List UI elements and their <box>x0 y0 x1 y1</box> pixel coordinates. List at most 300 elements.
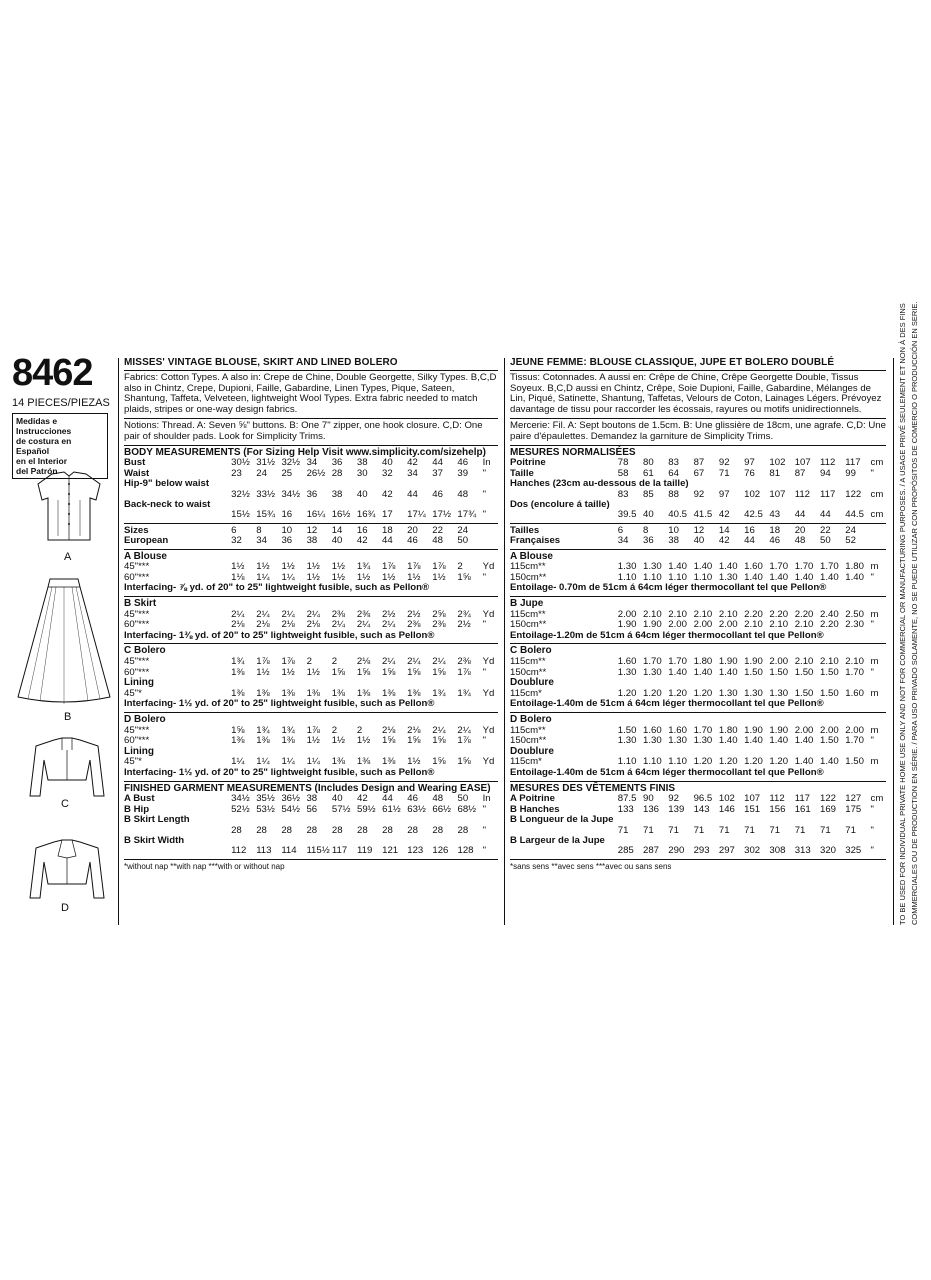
cell-value: 1.50 <box>819 735 839 747</box>
cell-value: 36 <box>306 488 318 500</box>
cell-value: 46 <box>432 488 443 500</box>
cell-value: 1½ <box>331 561 346 573</box>
cell-value: 34 <box>306 457 318 469</box>
cell-value: 1¼ <box>256 756 270 768</box>
row-label: 60"*** <box>124 571 150 583</box>
cell-value: 1.90 <box>617 619 637 631</box>
cell-value: 44 <box>794 509 806 521</box>
cell-value: 1.30 <box>617 735 637 747</box>
cell-value: 34 <box>256 535 267 547</box>
cell-value: 2¼ <box>382 656 396 668</box>
unit-label: Yd <box>482 724 495 736</box>
cell-value: 24 <box>845 524 856 536</box>
cell-value: 2⅜ <box>331 608 346 620</box>
cell-value: 1.60 <box>617 656 637 668</box>
unit-label: " <box>482 509 486 521</box>
unit-label: " <box>482 619 486 631</box>
cell-value: 2 <box>306 656 312 668</box>
cell-value: 1.20 <box>769 756 789 768</box>
cell-value: 1.40 <box>668 561 687 573</box>
cell-value: 1¾ <box>356 561 371 573</box>
cell-value: 28 <box>231 824 242 836</box>
section-rule <box>510 418 886 419</box>
cell-value: 87.5 <box>617 793 637 805</box>
cell-value: 1.80 <box>718 724 738 736</box>
body-measurements-title: BODY MEASUREMENTS (For Sizing Help Visit www.simplicity.com/sizehelp) <box>124 446 486 458</box>
french-column <box>510 358 886 873</box>
row-label: 115cm** <box>510 608 546 620</box>
unit-label: Yd <box>482 756 495 768</box>
cell-value: 161 <box>794 803 811 815</box>
cell-value: 1.40 <box>693 666 713 678</box>
cell-value: 293 <box>693 845 710 857</box>
unit-label: m <box>870 561 879 573</box>
unit-label: " <box>870 803 874 815</box>
cell-value: 56 <box>306 803 318 815</box>
row-label: 115cm** <box>510 561 546 573</box>
cell-value: 54½ <box>281 803 300 815</box>
cell-value: 50 <box>457 793 469 805</box>
cell-value: 2¾ <box>457 608 471 620</box>
table-row <box>124 510 498 520</box>
unit-label: " <box>482 666 486 678</box>
cell-value: 1⅝ <box>457 571 471 583</box>
cell-value: 1½ <box>231 561 245 573</box>
cell-value: 1¾ <box>231 656 245 668</box>
cell-value: 123 <box>407 845 424 857</box>
unit-label: " <box>482 735 486 747</box>
cell-value: 2 <box>331 724 338 736</box>
figure-label-b: B <box>64 711 72 723</box>
cell-value: 38 <box>331 488 343 500</box>
cell-value: 287 <box>643 845 660 857</box>
row-label: Taille <box>510 467 534 479</box>
cell-value: 42.5 <box>744 509 763 521</box>
cell-value: 112 <box>794 488 810 500</box>
unit-label: " <box>482 803 487 815</box>
cell-value: 2.10 <box>643 608 662 620</box>
cell-value: 71 <box>718 467 730 479</box>
column-divider <box>118 358 119 925</box>
cell-value: 1⅝ <box>432 735 446 747</box>
cell-value: 44 <box>407 488 418 500</box>
lining-title: Lining <box>124 677 154 689</box>
cell-value: 1.50 <box>769 666 789 678</box>
cell-value: 53½ <box>256 803 275 815</box>
cell-value: 18 <box>382 524 393 536</box>
cell-value: 1.70 <box>643 656 662 668</box>
side-legal-text: COMMERCIALES OU DE PRODUCTION EN SÉRIE. / PARA USO PRIVADO SOLAMENTE, NO SE PUEDE UTILIZAR CON PROPÓSITOS DE COMERCIO O PRODUCCIÓN EN SERIE. <box>910 301 919 925</box>
measure-table <box>124 726 498 747</box>
cell-value: 20 <box>407 524 418 536</box>
cell-value: 97 <box>744 457 755 469</box>
cell-value: 1½ <box>356 571 371 583</box>
cell-value: 2.00 <box>794 724 814 736</box>
cell-value: 2.10 <box>668 608 687 620</box>
cell-value: 143 <box>693 803 710 815</box>
unit-label: In <box>482 793 491 805</box>
unit-label: cm <box>870 488 884 500</box>
cell-value: 61 <box>643 467 654 479</box>
cell-value: 2.20 <box>794 608 814 620</box>
cell-value: 1⅝ <box>356 666 371 678</box>
cell-value: 1.70 <box>794 561 814 573</box>
garment-title: D Bolero <box>124 714 166 726</box>
cell-value: 1½ <box>281 561 295 573</box>
cell-value: 2¼ <box>281 608 295 620</box>
cell-value: 1¼ <box>281 756 295 768</box>
section-rule <box>510 781 886 782</box>
row-label: 115cm** <box>510 656 546 668</box>
cell-value: 44 <box>432 457 443 469</box>
fabrics-text: Tissus: Cotonnades. A aussi en: Crêpe de Chine, Crêpe Georgette Double, Tissus Soyeux. B,C,D aussi en Chintz, Crêpe, Soie Dupioni, Faille, Gabardine, Mélanges de Lin, Piqué, Satinette, Shantung, Taffetas, Velours de Coton, Lainages Légers. Prévoyez davantage de tissu pour raccorder les écossais, rayures ou motifs unidirectionnels. <box>510 371 882 416</box>
cell-value: 1.40 <box>845 571 864 583</box>
cell-value: 46 <box>457 457 469 469</box>
cell-value: 2 <box>356 724 363 736</box>
lining-title: Doublure <box>510 677 554 689</box>
cell-value: 1.90 <box>769 724 789 736</box>
figure-b-skirt <box>14 577 114 707</box>
section-rule <box>510 596 886 597</box>
unit-label: cm <box>870 509 884 521</box>
cell-value: 175 <box>845 803 862 815</box>
unit-label: Yd <box>482 561 495 573</box>
footnote: *sans sens **avec sens ***avec ou sans sens <box>510 861 672 871</box>
cell-value: 1.40 <box>819 571 839 583</box>
cell-value: 10 <box>668 524 679 536</box>
cell-value: 16 <box>744 524 755 536</box>
cell-value: 97 <box>718 488 730 500</box>
interfacing-text: Interfacing- ⅞ yd. of 20" to 25" lightweight fusible, such as Pellon® <box>124 582 430 594</box>
cell-value: 40 <box>356 488 368 500</box>
cell-value: 115½ <box>306 845 330 857</box>
cell-value: 2¼ <box>432 656 446 668</box>
garment-title: D Bolero <box>510 714 552 726</box>
cell-value: 1⅝ <box>407 666 421 678</box>
table-row <box>510 736 886 746</box>
cell-value: 1.50 <box>794 687 814 699</box>
cell-value: 1⅞ <box>407 561 421 573</box>
cell-value: 18 <box>769 524 781 536</box>
cell-value: 122 <box>819 793 836 805</box>
cell-value: 112 <box>231 845 247 857</box>
measure-table <box>510 536 886 546</box>
cell-value: 71 <box>744 824 755 836</box>
table-row <box>124 846 498 856</box>
cell-value: 1.70 <box>769 561 789 573</box>
cell-value: 313 <box>794 845 811 857</box>
cell-value: 1.40 <box>769 571 789 583</box>
cell-value: 1.30 <box>668 735 687 747</box>
section-rule <box>124 418 498 419</box>
cell-value: 128 <box>457 845 474 857</box>
cell-value: 1.50 <box>617 724 637 736</box>
table-row <box>510 536 886 546</box>
section-rule <box>124 445 498 446</box>
cell-value: 12 <box>693 524 705 536</box>
cell-value: 1¾ <box>457 687 471 699</box>
cell-value: 10 <box>281 524 293 536</box>
cell-value: 76 <box>744 467 755 479</box>
cell-value: 2¼ <box>256 608 270 620</box>
cell-value: 2⅜ <box>356 608 371 620</box>
cell-value: 122 <box>845 488 862 500</box>
unit-label: m <box>870 687 879 699</box>
figure-label-d: D <box>61 902 69 914</box>
cell-value: 32½ <box>281 457 301 469</box>
unit-label: " <box>482 488 486 500</box>
cell-value: 12 <box>306 524 318 536</box>
cell-value: 1.40 <box>769 735 789 747</box>
cell-value: 156 <box>769 803 786 815</box>
row-label: B Longueur de la Jupe <box>510 814 614 826</box>
cell-value: 1.20 <box>744 756 763 768</box>
section-rule <box>510 643 886 644</box>
cell-value: 325 <box>845 845 862 857</box>
cell-value: 42 <box>718 535 730 547</box>
row-label: 115cm* <box>510 756 542 768</box>
cell-value: 1⅝ <box>457 756 471 768</box>
cell-value: 146 <box>718 803 735 815</box>
cell-value: 1⅝ <box>407 735 421 747</box>
cell-value: 1.60 <box>845 687 864 699</box>
cell-value: 80 <box>643 457 654 469</box>
cell-value: 83 <box>617 488 629 500</box>
cell-value: 1⅜ <box>356 687 371 699</box>
cell-value: 17¾ <box>457 509 477 521</box>
cell-value: 42 <box>407 457 418 469</box>
cell-value: 1.70 <box>845 666 864 678</box>
cell-value: 44.5 <box>845 509 864 521</box>
cell-value: 113 <box>256 845 272 857</box>
cell-value: 22 <box>819 524 831 536</box>
cell-value: 38 <box>306 535 318 547</box>
cell-value: 24 <box>457 524 469 536</box>
cell-value: 35½ <box>256 793 275 805</box>
cell-value: 1⅜ <box>382 687 396 699</box>
cell-value: 8 <box>643 524 649 536</box>
cell-value: 1½ <box>432 571 446 583</box>
figure-label-a: A <box>64 551 72 563</box>
cell-value: 1.80 <box>693 656 713 668</box>
cell-value: 32 <box>382 467 393 479</box>
cell-value: 34 <box>407 467 418 479</box>
cell-value: 1.40 <box>718 561 738 573</box>
unit-label <box>483 536 498 546</box>
cell-value: 1½ <box>281 666 295 678</box>
interfacing-text: Interfacing- 1½ yd. of 20" to 25" lightweight fusible, such as Pellon® <box>124 766 435 778</box>
cell-value: 16 <box>281 509 293 521</box>
cell-value: 48 <box>457 488 469 500</box>
cell-value: 1.90 <box>718 656 738 668</box>
cell-value: 1⅜ <box>281 687 295 699</box>
cell-value: 1.20 <box>693 756 713 768</box>
cell-value: 46 <box>769 535 781 547</box>
unit-label: m <box>870 756 879 768</box>
cell-value: 285 <box>617 845 634 857</box>
cell-value: 14 <box>331 524 343 536</box>
cell-value: 1⅜ <box>331 687 346 699</box>
cell-value: 1.50 <box>819 687 839 699</box>
cell-value: 15¾ <box>256 509 275 521</box>
unit-label: " <box>870 619 874 631</box>
measure-table <box>510 794 886 856</box>
cell-value: 2.10 <box>845 656 864 668</box>
cell-value: 1.20 <box>617 687 637 699</box>
cell-value: 2 <box>331 656 338 668</box>
cell-value: 24 <box>256 467 267 479</box>
row-label: 60"*** <box>124 666 150 678</box>
cell-value: 2.10 <box>718 608 738 620</box>
table-row <box>124 668 498 678</box>
cell-value: 1.30 <box>744 687 763 699</box>
cell-value: 58 <box>617 467 629 479</box>
cell-value: 1.20 <box>693 687 713 699</box>
measure-table <box>124 610 498 631</box>
unit-label <box>871 536 886 546</box>
cell-value: 34 <box>617 535 629 547</box>
cell-value: 1.20 <box>718 756 738 768</box>
cell-value: 2.00 <box>718 619 738 631</box>
cell-value: 42 <box>357 793 368 805</box>
cell-value: 119 <box>357 845 373 857</box>
cell-value: 20 <box>794 524 806 536</box>
cell-value: 46 <box>407 535 418 547</box>
row-label: Tailles <box>510 524 540 536</box>
section-rule <box>510 523 886 524</box>
row-label: 45"* <box>124 687 142 699</box>
cell-value: 1½ <box>407 571 421 583</box>
cell-value: 1¼ <box>306 756 320 768</box>
cell-value: 1.90 <box>744 724 763 736</box>
cell-value: 40 <box>382 457 393 469</box>
cell-value: 28 <box>357 824 368 836</box>
cell-value: 1.30 <box>718 571 738 583</box>
cell-value: 16½ <box>331 509 351 521</box>
unit-label: " <box>870 735 874 747</box>
garment-title: A Blouse <box>510 550 553 562</box>
section-rule <box>124 712 498 713</box>
cell-value: 1⅜ <box>231 735 245 747</box>
cell-value: 1.30 <box>643 735 662 747</box>
row-label: 115cm** <box>510 724 546 736</box>
interfacing-text: Entoilage- 0.70m de 51cm á 64cm léger thermocollant tel que Pellon® <box>510 582 827 594</box>
cell-value: 1⅜ <box>382 756 396 768</box>
figure-label-c: C <box>61 798 69 810</box>
cell-value: 48 <box>432 793 444 805</box>
cell-value: 38 <box>668 535 679 547</box>
cell-value: 1.50 <box>794 666 814 678</box>
cell-value: 15½ <box>231 509 250 521</box>
unit-label: " <box>870 666 874 678</box>
cell-value: 40 <box>693 535 705 547</box>
cell-value: 2 <box>457 561 463 573</box>
cell-value: 2.00 <box>693 619 713 631</box>
column-divider <box>893 358 894 925</box>
cell-value: 50 <box>819 535 831 547</box>
measure-table <box>124 794 498 856</box>
cell-value: 94 <box>819 467 831 479</box>
cell-value: 121 <box>382 845 399 857</box>
english-column <box>124 358 498 873</box>
cell-value: 1⅛ <box>231 571 245 583</box>
cell-value: 2⅜ <box>457 656 471 668</box>
garment-title: C Bolero <box>510 645 552 657</box>
cell-value: 1⅝ <box>432 666 446 678</box>
pattern-number: 8462 <box>12 352 93 394</box>
cell-value: 1.90 <box>744 656 763 668</box>
row-label: 150cm** <box>510 619 547 631</box>
unit-label: " <box>482 824 487 836</box>
measure-table <box>124 562 498 583</box>
cell-value: 64 <box>668 467 679 479</box>
row-label <box>124 846 231 856</box>
cell-value: 36 <box>281 535 293 547</box>
cell-value: 44 <box>744 535 755 547</box>
cell-value: 1.80 <box>845 561 864 573</box>
cell-value: 16¼ <box>306 509 326 521</box>
cell-value: 320 <box>819 845 836 857</box>
cell-value: 1½ <box>356 735 371 747</box>
cell-value: 1.70 <box>819 561 839 573</box>
cell-value: 28 <box>256 824 267 836</box>
cell-value: 114 <box>281 845 297 857</box>
row-label: 45"*** <box>124 608 150 620</box>
cell-value: 1¾ <box>281 724 295 736</box>
cell-value: 1½ <box>306 571 320 583</box>
body-measurements-title: MESURES NORMALISÉES <box>510 446 636 458</box>
cell-value: 40 <box>331 535 343 547</box>
cell-value: 1⅜ <box>356 756 371 768</box>
cell-value: 2.00 <box>845 724 864 736</box>
row-label <box>124 510 231 520</box>
unit-label: In <box>482 457 491 469</box>
unit-label: Yd <box>482 687 495 699</box>
cell-value: 2¼ <box>407 656 421 668</box>
table-row <box>510 668 886 678</box>
cell-value: 112 <box>819 457 836 469</box>
cell-value: 117 <box>794 793 810 805</box>
cell-value: 1.40 <box>668 666 687 678</box>
unit-label: m <box>870 724 879 736</box>
medidas-line: del Patrón <box>16 466 58 476</box>
cell-value: 1½ <box>382 571 396 583</box>
cell-value: 2½ <box>382 608 396 620</box>
unit-label: Yd <box>482 656 495 668</box>
cell-value: 1½ <box>331 571 346 583</box>
cell-value: 1⅞ <box>457 735 471 747</box>
cell-value: 1.10 <box>643 756 662 768</box>
row-label: 45"*** <box>124 656 150 668</box>
cell-value: 290 <box>668 845 685 857</box>
garment-title: B Jupe <box>510 598 544 610</box>
cell-value: 28 <box>457 824 469 836</box>
cell-value: 90 <box>643 793 654 805</box>
measure-table <box>124 458 498 520</box>
cell-value: 1⅜ <box>256 735 270 747</box>
cell-value: 1¾ <box>256 724 270 736</box>
cell-value: 2⅛ <box>356 656 371 668</box>
cell-value: 1.40 <box>693 561 713 573</box>
cell-value: 2.10 <box>744 619 763 631</box>
cell-value: 1.30 <box>617 561 637 573</box>
unit-label: Yd <box>482 608 495 620</box>
cell-value: 1.70 <box>845 735 864 747</box>
measure-table <box>510 726 886 747</box>
row-label: Hip-9" below waist <box>124 478 210 490</box>
column-title: MISSES' VINTAGE BLOUSE, SKIRT AND LINED BOLERO <box>124 358 498 371</box>
cell-value: 2⅜ <box>407 619 421 631</box>
